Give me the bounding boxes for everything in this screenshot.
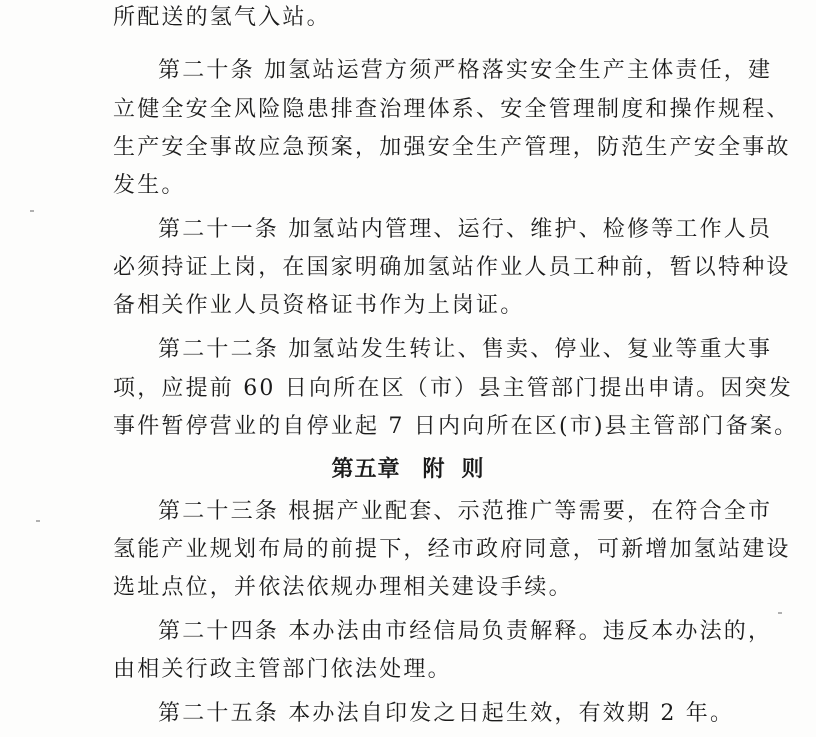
article-20-line-2: 立健全安全风险隐患排查治理体系、安全管理制度和操作规程、 <box>113 97 791 122</box>
article-21-line-3: 备相关作业人员资格证书作为上岗证。 <box>113 293 525 318</box>
article-24-line-1: 第二十四条 本办法由市经信局负责解释。违反本办法的， <box>158 619 773 644</box>
article-22-line-2: 项，应提前 60 日向所在区（市）县主管部门提出申请。因突发 <box>113 376 793 401</box>
paragraph-line: 所配送的氢气入站。 <box>113 5 331 30</box>
article-20-line-1: 第二十条 加氢站运营方须严格落实安全生产主体责任，建 <box>158 58 773 83</box>
scan-speck <box>778 612 782 614</box>
article-20-line-3: 生产安全事故应急预案，加强安全生产管理，防范生产安全事故 <box>113 135 791 160</box>
article-21-line-1: 第二十一条 加氢站内管理、运行、维护、检修等工作人员 <box>158 217 773 242</box>
article-23-line-2: 氢能产业规划布局的前提下，经市政府同意，可新增加氢站建设 <box>113 537 791 562</box>
article-20-line-4: 发生。 <box>113 173 186 198</box>
article-21-line-2: 必须持证上岗，在国家明确加氢站作业人员工种前，暂以特种设 <box>113 255 791 280</box>
article-23-line-1: 第二十三条 根据产业配套、示范推广等需要，在符合全市 <box>158 499 773 524</box>
chapter-heading <box>0 455 816 485</box>
chapter-title-word: 则 <box>461 457 485 482</box>
article-22-line-3: 事件暂停营业的自停业起 7 日内向所在区(市)县主管部门备案。 <box>113 414 799 439</box>
article-24-line-2: 由相关行政主管部门依法处理。 <box>113 657 452 682</box>
chapter-number: 第五章 <box>331 457 401 482</box>
chapter-title-word: 附 <box>422 457 446 482</box>
scan-speck <box>36 520 40 522</box>
article-23-line-3: 选址点位，并依法依规办理相关建设手续。 <box>113 575 573 600</box>
article-25-line-1: 第二十五条 本办法自印发之日起生效，有效期 2 年。 <box>158 701 735 726</box>
article-22-line-1: 第二十二条 加氢站发生转让、售卖、停业、复业等重大事 <box>158 337 773 362</box>
scan-speck <box>30 210 34 212</box>
